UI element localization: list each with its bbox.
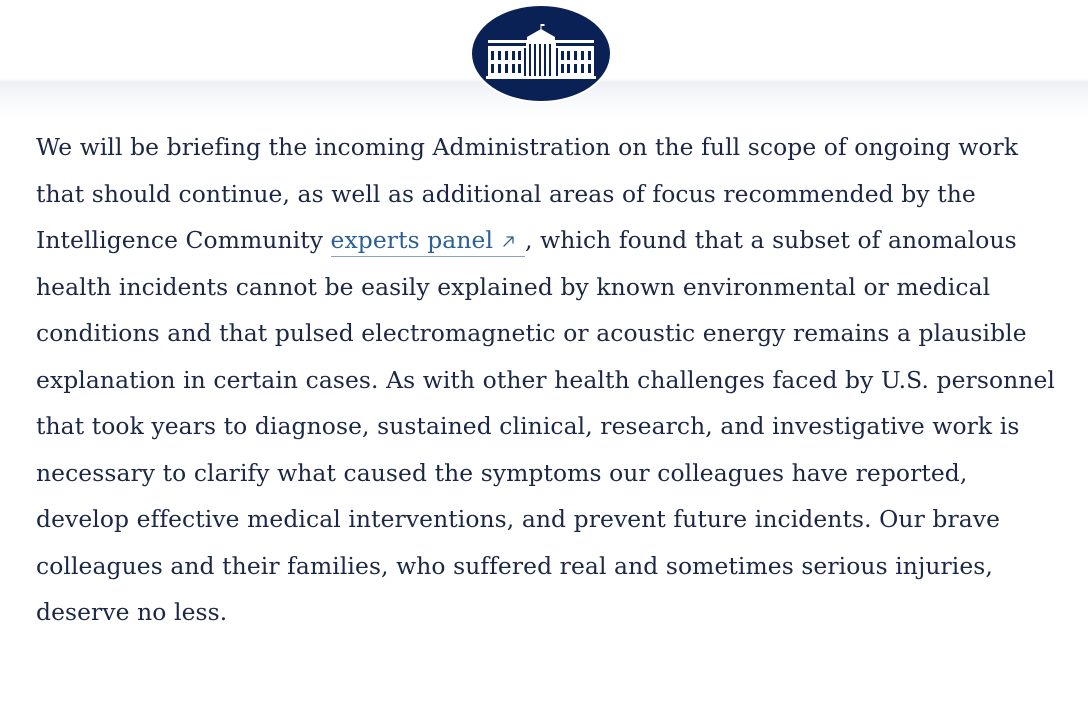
article-paragraph [36,124,1056,636]
white-house-seal-icon[interactable] [472,6,610,101]
paragraph-text-before-link: We will be briefing the incoming Administration on the full scope of ongoing work that should continue, as well as additional areas of focus recommended by the Intelligence Community [36,133,1019,254]
article-body [36,124,1056,636]
white-house-building-icon [472,6,610,101]
experts-panel-link-label: experts panel [330,226,494,254]
paragraph-text-after-link: , which found that a subset of anomalous health incidents cannot be easily explained by known environmental or medical conditions and that pulsed electromagnetic or acoustic energy remains a plausible explanation in certain cases. As with other health challenges faced by U.S. personnel that took years to diagnose, sustained clinical, research, and investigative work is necessary to clarify what caused the symptoms our colleagues have reported, develop effective medical interventions, and prevent future incidents. Our brave colleagues and their families, who suffered real and sometimes serious injuries, deserve no less. [36,226,1055,626]
external-link-arrow-icon [501,233,517,249]
experts-panel-link[interactable] [331,226,525,257]
